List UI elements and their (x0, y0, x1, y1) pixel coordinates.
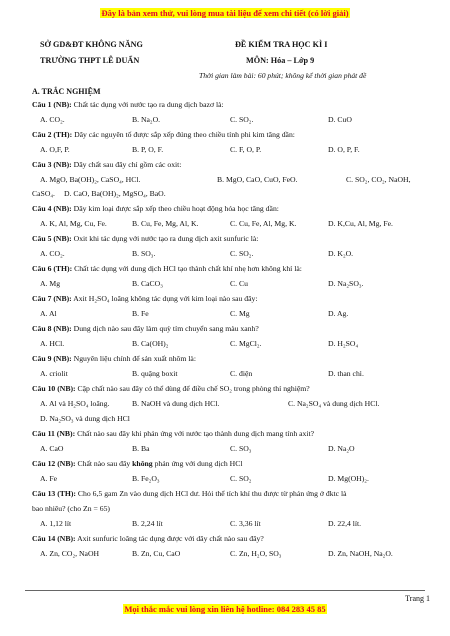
option: D. K₂O. (328, 249, 354, 258)
option: A. Al và H₂SO₄ loãng. (40, 399, 110, 408)
option: A. Zn, CO₂, NaOH (40, 549, 100, 558)
option: D. CaO, Ba(OH)₂, MgSO₄, BaO. (64, 189, 166, 198)
option: C. SO₂ (230, 474, 252, 483)
option: A. CaO (40, 444, 64, 453)
option: A. O,F, P. (40, 145, 70, 154)
option: B. quặng boxit (132, 369, 178, 378)
option: B. Ba (132, 444, 150, 453)
option: D. O, P, F. (328, 145, 360, 154)
option: D. Na₂SO₃ và dung dịch HCl (40, 414, 130, 423)
option: B. SO₃. (132, 249, 156, 258)
option: D. Zn, NaOH, Na₂O. (328, 549, 393, 558)
option: A. CO₂. (40, 115, 65, 124)
time-note: Thời gian làm bài: 60 phút; không kể thời gian phát đề (199, 71, 367, 80)
section-heading: A. TRẮC NGHIỆM (32, 87, 101, 96)
option: A. MgO, Ba(OH)₂, CaSO₄, HCl. (40, 175, 141, 184)
option: C. SO₂. (230, 249, 254, 258)
option: D. Mg(OH)₂. (328, 474, 369, 483)
option: C. SO₃ (230, 444, 252, 453)
question-5: Câu 5 (NB): Oxit khi tác dụng với nước tạo ra dung dịch axit sunfuric là: (32, 234, 259, 243)
school-name: TRƯỜNG THPT LÊ DUẨN (40, 56, 140, 65)
option: A. 1,12 lít (40, 519, 72, 528)
footer-divider (25, 590, 425, 591)
question-12: Câu 12 (NB): Chất nào sau đây không phản ứng với dung dịch HCl (32, 459, 243, 468)
option: C. 3,36 lít (230, 519, 261, 528)
option: B. CaCO₃ (132, 279, 163, 288)
option: B. Ca(OH)₂ (132, 339, 169, 348)
option: C. Cu (230, 279, 248, 288)
option: B. Cu, Fe, Mg, Al, K. (132, 219, 199, 228)
option: B. NaOH và dung dịch HCl. (132, 399, 220, 408)
option: A. Al (40, 309, 57, 318)
option: D. CuO (328, 115, 352, 124)
question-4: Câu 4 (NB): Dãy kim loại được sắp xếp theo chiều hoạt động hóa học tăng dần: (32, 204, 279, 213)
option: C. Na₂SO₄ và dung dịch HCl. (288, 399, 380, 408)
option: C. MgCl₂. (230, 339, 262, 348)
option: A. Fe (40, 474, 58, 483)
option: A. Mg (40, 279, 61, 288)
page-number: Trang 1 (405, 594, 430, 603)
option: B. Zn, Cu, CaO (132, 549, 181, 558)
option: D. K,Cu, Al, Mg, Fe. (328, 219, 393, 228)
option: D. than chì. (328, 369, 364, 378)
option: A. criolit (40, 369, 68, 378)
option: C. SO₂. (230, 115, 254, 124)
option: C. F, O, P. (230, 145, 262, 154)
option: D. 22,4 lít. (328, 519, 362, 528)
option: C. Cu, Fe, Al, Mg, K. (230, 219, 297, 228)
option: A. CO₂. (40, 249, 65, 258)
option: B. Fe₂O₃ (132, 474, 160, 483)
option: A. HCl. (40, 339, 65, 348)
bottom-banner: Mọi thắc mắc vui lòng xin liên hệ hotline: 084 283 45 85 (124, 604, 326, 614)
option: B. 2,24 lít (132, 519, 163, 528)
question-13-cont: bao nhiêu? (cho Zn = 65) (32, 504, 110, 513)
option: C. Zn, H₂O, SO₃ (230, 549, 282, 558)
question-9: Câu 9 (NB): Nguyên liệu chính để sản xuất nhôm là: (32, 354, 196, 363)
option: A. K, Al, Mg, Cu, Fe. (40, 219, 107, 228)
question-6: Câu 6 (TH): Chất tác dụng với dung dịch HCl tạo thành chất khí nhẹ hơn không khí là: (32, 264, 302, 273)
option: B. MgO, CaO, CuO, FeO. (217, 175, 298, 184)
question-1: Câu 1 (NB): Chất tác dụng với nước tạo ra dung dịch bazơ là: (32, 100, 224, 109)
option: D. H₂SO₄ (328, 339, 359, 348)
question-13: Câu 13 (TH): Cho 6,5 gam Zn vào dung dịch HCl dư. Hỏi thể tích khí thu được từ phản ứng ở đktc là (32, 489, 347, 498)
option: B. Na₂O. (132, 115, 161, 124)
option: D. Na₂SO₃. (328, 279, 364, 288)
question-2: Câu 2 (TH): Dãy các nguyên tố được sắp xếp đúng theo chiều tính phi kim tăng dần: (32, 130, 295, 139)
question-7: Câu 7 (NB): Axit H₂SO₄ loãng không tác dụng với kim loại nào sau đây: (32, 294, 258, 303)
subject-line: MÔN: Hóa – Lớp 9 (246, 56, 315, 65)
option: C. Mg (230, 309, 250, 318)
question-11: Câu 11 (NB): Chất nào sau đây khi phản ứng với nước tạo thành dung dịch mang tính axit? (32, 429, 315, 438)
question-14: Câu 14 (NB): Axit sunfuric loãng tác dụng được với dãy chất nào sau đây? (32, 534, 264, 543)
question-3: Câu 3 (NB): Dãy chất sau đây chỉ gồm các oxit: (32, 160, 182, 169)
exam-title: ĐỀ KIỂM TRA HỌC KÌ I (235, 40, 328, 49)
option: D. Na₂O (328, 444, 355, 453)
department-name: SỞ GD&ĐT KHÔNG NĂNG (40, 40, 143, 49)
option: CaSO₄. (32, 189, 55, 198)
option: B. P, O, F. (132, 145, 164, 154)
question-8: Câu 8 (NB): Dung dịch nào sau đây làm quỳ tím chuyển sang màu xanh? (32, 324, 259, 333)
option: D. Ag. (328, 309, 349, 318)
question-10: Câu 10 (NB): Cặp chất nào sau đây có thể dùng để điều chế SO₂ trong phòng thí nghiệm? (32, 384, 310, 393)
option: C. điện (230, 369, 253, 378)
option: B. Fe (132, 309, 149, 318)
top-banner: Đây là bản xem thử, vui lòng mua tài liệu để xem chi tiết (có lời giải) (101, 8, 349, 18)
option: C. SO₂, CO₂, NaOH, (346, 175, 411, 184)
